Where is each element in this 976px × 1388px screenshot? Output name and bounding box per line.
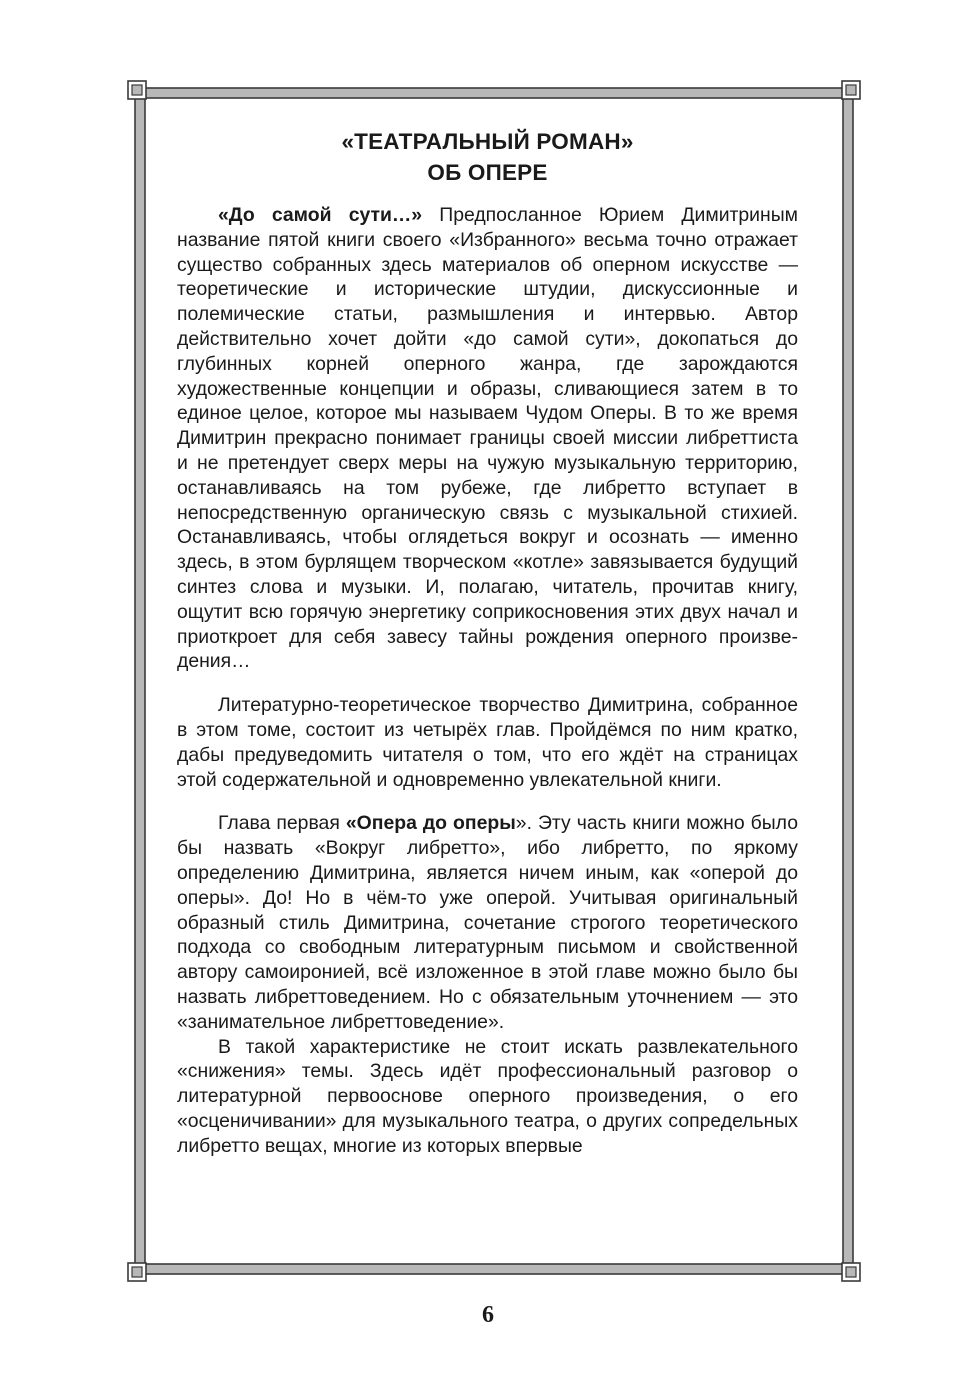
paragraph-2-text: Литературно-теоретическое творчество Димитрина, собранное в этом томе, состоит из четырёх глав. Пройдёмся по ним кратко, дабы предуведомить читателя о том, что его ждёт на страницах этой содержательной и одновременно увлекательной книги. [177,694,798,791]
paragraph-3-bold: «Опера до оперы [345,812,516,835]
article-body [177,126,798,1158]
paragraph-3-pre: Глава первая [218,812,346,835]
paragraph-3-text: ». Эту часть книги можно было бы назвать «Вокруг либретто», ибо либретто, по яркому определению Димитрина, является ничем иным, как «оперой до оперы». До! Но в чём-то уже оперой. Учитывая оригинальный образный стиль Димитрина, сочетание строгого теоретического подхода со свободным литературным письмом и свойственной автору самоиронией, всё изложенное в этой главе можно было бы назвать либреттоведением. Но с обязательным уточнением — это «занимательное либреттоведение». [177,812,799,1033]
page-title [177,126,798,188]
title-line-1: «ТЕАТРАЛЬНЫЙ РОМАН» [341,129,634,154]
paragraph-4-text: В такой характеристике не стоит искать развлекательного «снижения» темы. Здесь идёт профессиональный разговор о литературной первооснове оперного произведения, о его «осценичивании» для музыкального театра, о других сопредельных либретто вещах, многие из которых впервые [177,1035,798,1157]
paragraph-1 [177,203,798,674]
paragraph-3 [177,811,798,1034]
page-number: 6 [482,1302,494,1328]
paragraph-1-lead: «До самой сути…» [218,204,423,226]
title-line-2: ОБ ОПЕРЕ [427,160,548,185]
paragraph-1-text: Предпосланное Юрием Димитриным название пятой книги своего «Избранного» весьма точно отражает существо собранных здесь материалов об оперном искусстве — теоретические и исторические штудии, дискуссионные и полемические статьи, размышления и интервью. Автор действительно хочет дойти «до самой сути», докопаться до глубинных корней оперного жанра, где зарождаются художественные концепции и образы, сливающиеся затем в то единое целое, которое мы называем Чудом Оперы. В то же время Димитрин прекрасно понимает границы своей миссии либреттиста и не претендует сверх меры на чужую музыкальную территорию, останавливаясь на том рубеже, где либретто вступает в непосредственную органическую связь с музыкальной стихией. Останавливаясь, чтобы оглядеться вокруг и осознать — именно здесь, в этом бурлящем творческом «котле» завязывается будущий синтез слова и музыки. И, полагаю, читатель, прочитав книгу, ощутит всю горячую энергетику соприкосновения этих двух начал и приоткроет для себя завесу тайны рождения оперного произведения… [177,204,798,673]
paragraph-2 [177,693,798,792]
paragraph-4 [177,1035,798,1159]
